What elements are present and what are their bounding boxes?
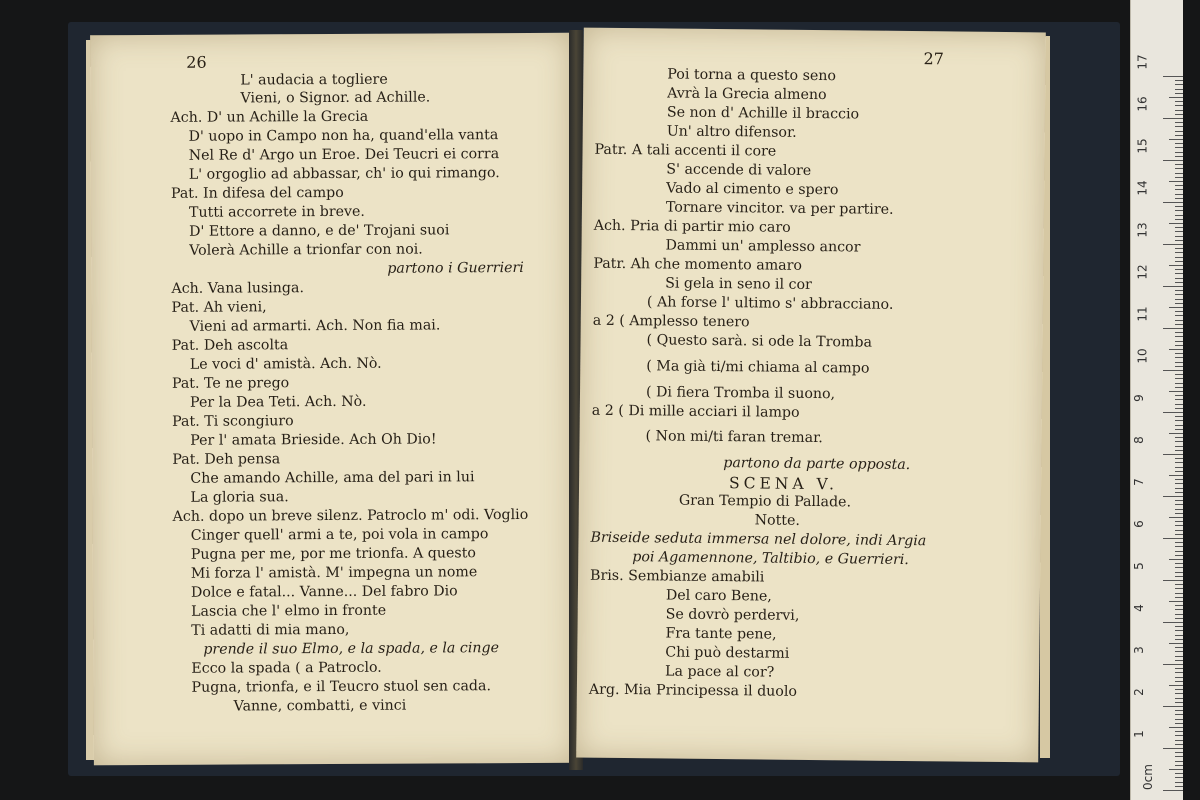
ruler-tick <box>1175 677 1183 678</box>
ruler-tick <box>1175 93 1183 94</box>
text-line: Pat. Deh ascolta <box>171 337 289 354</box>
text-line: Se dovrò perdervi, <box>665 606 800 624</box>
ruler-tick <box>1175 630 1183 631</box>
ruler-number: 4 <box>1131 604 1146 612</box>
ruler-tick <box>1175 710 1183 711</box>
ruler-tick <box>1163 664 1183 665</box>
ruler-tick <box>1175 194 1183 195</box>
ruler-tick <box>1175 80 1183 81</box>
text-line: Bris. Sembianze amabili <box>590 567 765 586</box>
ruler-tick <box>1175 311 1183 312</box>
ruler-tick <box>1175 353 1183 354</box>
text-line: Un' altro difensor. <box>666 123 797 141</box>
ruler-number: 12 <box>1135 264 1150 280</box>
ruler-tick <box>1175 593 1183 594</box>
scene-location: Gran Tempio di Pallade. <box>678 492 852 511</box>
text-line: Lascia che l' elmo in fronte <box>191 602 387 620</box>
ruler-tick <box>1175 521 1183 522</box>
text-line: Del caro Bene, <box>665 587 772 605</box>
ruler-tick <box>1175 215 1183 216</box>
left-page-number: 26 <box>186 52 207 72</box>
ruler-tick <box>1175 782 1183 783</box>
text-line: Pat. Ti scongiuro <box>172 413 294 430</box>
ruler-tick <box>1175 681 1183 682</box>
ruler-tick <box>1175 387 1183 388</box>
ruler-tick <box>1169 223 1183 224</box>
text-line: Ecco la spada ( a Patroclo. <box>191 659 382 677</box>
stage-direction: poi Agamennone, Taltibio, e Guerrieri. <box>632 549 909 569</box>
ruler-tick <box>1169 769 1183 770</box>
ruler-tick <box>1175 689 1183 690</box>
text-line: Vieni ad armarti. Ach. Non fia mai. <box>189 317 441 335</box>
ruler-number: 14 <box>1135 180 1150 196</box>
ruler-number: 10 <box>1135 348 1150 364</box>
ruler-number: 16 <box>1135 96 1150 112</box>
ruler-tick <box>1175 425 1183 426</box>
text-line: Ach. Vana lusinga. <box>171 280 305 297</box>
ruler-tick <box>1175 471 1183 472</box>
ruler-tick <box>1175 227 1183 228</box>
ruler-tick <box>1175 114 1183 115</box>
ruler-tick <box>1163 202 1183 203</box>
stage-direction: partono da parte opposta. <box>723 455 911 474</box>
stage-direction: prende il suo Elmo, e la spada, e la cinge <box>203 640 500 658</box>
ruler-tick <box>1175 672 1183 673</box>
ruler-tick <box>1175 479 1183 480</box>
ruler-number: 17 <box>1135 54 1150 70</box>
ruler-tick <box>1175 731 1183 732</box>
ruler-tick <box>1163 706 1183 707</box>
ruler-tick <box>1163 580 1183 581</box>
ruler-tick <box>1163 538 1183 539</box>
ruler-tick <box>1175 143 1183 144</box>
ruler-number: 9 <box>1131 394 1146 402</box>
ruler-tick <box>1169 727 1183 728</box>
ruler-tick <box>1169 433 1183 434</box>
ruler-number: 8 <box>1131 436 1146 444</box>
text-line: Fra tante pene, <box>665 625 777 643</box>
ruler-tick <box>1163 328 1183 329</box>
ruler-tick <box>1175 761 1183 762</box>
ruler-tick <box>1175 173 1183 174</box>
text-line: Patr. A tali accenti il core <box>594 141 777 160</box>
text-line: D' Ettore a danno, e de' Trojani suoi <box>189 222 450 240</box>
ruler-tick <box>1175 437 1183 438</box>
scene-heading: SCENA V. <box>728 474 839 494</box>
ruler-tick <box>1175 635 1183 636</box>
ruler-tick <box>1175 584 1183 585</box>
text-line: ( Ma già ti/mi chiama al campo <box>646 358 870 377</box>
ruler-tick <box>1175 752 1183 753</box>
ruler-tick <box>1175 164 1183 165</box>
ruler-tick <box>1175 303 1183 304</box>
ruler-tick <box>1175 336 1183 337</box>
ruler-tick <box>1175 740 1183 741</box>
ruler-tick <box>1175 462 1183 463</box>
ruler-tick <box>1175 702 1183 703</box>
ruler-tick <box>1175 315 1183 316</box>
left-book-page <box>90 33 574 766</box>
ruler-tick <box>1175 773 1183 774</box>
ruler-tick <box>1175 525 1183 526</box>
text-line: Per la Dea Teti. Ach. Nò. <box>189 393 367 411</box>
ruler-tick <box>1169 643 1183 644</box>
ruler-tick <box>1175 551 1183 552</box>
ruler-tick <box>1175 362 1183 363</box>
ruler-tick <box>1175 248 1183 249</box>
ruler-tick <box>1163 370 1183 371</box>
ruler-tick <box>1175 168 1183 169</box>
ruler-tick <box>1175 399 1183 400</box>
ruler-tick <box>1175 269 1183 270</box>
ruler-tick <box>1175 261 1183 262</box>
ruler-tick <box>1169 307 1183 308</box>
ruler-tick <box>1175 567 1183 568</box>
ruler-tick <box>1175 563 1183 564</box>
ruler-tick <box>1175 513 1183 514</box>
text-line: Che amando Achille, ama del pari in lui <box>190 469 475 487</box>
ruler-tick <box>1175 504 1183 505</box>
ruler-tick <box>1175 756 1183 757</box>
ruler-tick <box>1163 244 1183 245</box>
ruler-number: 6 <box>1131 520 1146 528</box>
text-line: Mi forza l' amistà. M' impegna un nome <box>190 564 478 582</box>
ruler-tick <box>1169 559 1183 560</box>
ruler-tick <box>1175 185 1183 186</box>
ruler-tick <box>1175 122 1183 123</box>
text-line: Ti adatti di mia mano, <box>191 621 350 639</box>
text-line: Patr. Ah che momento amaro <box>593 255 803 274</box>
ruler-tick <box>1169 517 1183 518</box>
ruler-tick <box>1175 530 1183 531</box>
text-line: Chi può destarmi <box>665 644 790 662</box>
ruler-tick <box>1175 546 1183 547</box>
ruler-tick <box>1169 97 1183 98</box>
ruler-tick <box>1175 198 1183 199</box>
text-line: Pugna per me, por me trionfa. A questo <box>190 545 476 563</box>
ruler-number: 13 <box>1135 222 1150 238</box>
ruler-tick <box>1163 118 1183 119</box>
ruler-tick <box>1175 257 1183 258</box>
text-line: D' uopo in Campo non ha, quand'ella vanta <box>188 127 499 145</box>
ruler-tick <box>1175 156 1183 157</box>
ruler-tick <box>1175 357 1183 358</box>
text-line: Tutti accorrete in breve. <box>188 203 365 221</box>
ruler-tick <box>1175 383 1183 384</box>
ruler-tick <box>1175 273 1183 274</box>
ruler-tick <box>1175 126 1183 127</box>
ruler-tick <box>1175 735 1183 736</box>
text-line: Vanne, combatti, e vinci <box>233 697 407 715</box>
ruler-number: 5 <box>1131 562 1146 570</box>
ruler-tick <box>1175 374 1183 375</box>
ruler-tick <box>1175 534 1183 535</box>
ruler-tick <box>1169 139 1183 140</box>
ruler-tick <box>1175 89 1183 90</box>
ruler-tick <box>1175 152 1183 153</box>
ruler-tick <box>1175 597 1183 598</box>
ruler-tick <box>1175 609 1183 610</box>
text-line: Tornare vincitor. va per partire. <box>665 199 894 218</box>
right-page-number: 27 <box>923 49 944 69</box>
ruler-tick <box>1175 294 1183 295</box>
ruler-tick <box>1175 210 1183 211</box>
text-line: Per l' amata Brieside. Ach Oh Dio! <box>190 431 437 449</box>
text-line: Cinger quell' armi a te, poi vola in campo <box>190 526 489 544</box>
ruler-tick <box>1175 441 1183 442</box>
ruler-tick <box>1175 206 1183 207</box>
text-line: ( Ah forse l' ultimo s' abbracciano. <box>646 294 894 313</box>
ruler-tick <box>1175 101 1183 102</box>
ruler-tick <box>1175 420 1183 421</box>
ruler-tick <box>1175 366 1183 367</box>
text-line: ( Non mi/ti faran tremar. <box>645 428 823 447</box>
ruler-tick <box>1175 345 1183 346</box>
text-line: Ach. dopo un breve silenz. Patroclo m' odi. Voglio <box>172 506 529 525</box>
ruler-tick <box>1175 719 1183 720</box>
ruler-tick <box>1175 588 1183 589</box>
text-line: La gloria sua. <box>190 489 289 506</box>
ruler-tick <box>1175 105 1183 106</box>
ruler-tick <box>1175 723 1183 724</box>
ruler-tick <box>1175 483 1183 484</box>
ruler-tick <box>1175 236 1183 237</box>
ruler-tick <box>1169 601 1183 602</box>
ruler-tick <box>1163 790 1183 791</box>
text-line: Ach. D' un Achille la Grecia <box>170 108 369 126</box>
ruler-tick <box>1175 626 1183 627</box>
ruler-tick <box>1175 84 1183 85</box>
right-book-page <box>576 28 1046 763</box>
text-line: La pace al cor? <box>665 663 775 681</box>
ruler-tick <box>1175 605 1183 606</box>
text-line: Pugna, trionfa, e il Teucro stuol sen cada. <box>191 678 492 696</box>
ruler-tick <box>1175 500 1183 501</box>
text-line: Volerà Achille a trionfar con noi. <box>189 241 423 259</box>
ruler-tick <box>1175 177 1183 178</box>
ruler-tick <box>1175 240 1183 241</box>
ruler-number: 11 <box>1135 306 1150 322</box>
ruler-tick <box>1175 252 1183 253</box>
ruler-tick <box>1169 265 1183 266</box>
ruler-tick <box>1175 341 1183 342</box>
text-line: L' orgoglio ad abbassar, ch' io qui rimango. <box>188 165 500 183</box>
ruler-tick <box>1175 647 1183 648</box>
ruler-tick <box>1175 450 1183 451</box>
ruler-tick <box>1175 282 1183 283</box>
text-line: Vado al cimento e spero <box>666 180 839 199</box>
ruler-tick <box>1175 404 1183 405</box>
text-line: ( Di fiera Tromba il suono, <box>645 384 836 403</box>
ruler-tick <box>1175 219 1183 220</box>
text-line: Avrà la Grecia almeno <box>667 85 827 104</box>
ruler-unit-label: 0cm <box>1140 764 1155 790</box>
ruler-tick <box>1175 668 1183 669</box>
text-line: Pat. In difesa del campo <box>170 184 344 202</box>
ruler-tick <box>1163 412 1183 413</box>
text-line: Nel Re d' Argo un Eroe. Dei Teucri ei corra <box>188 146 500 164</box>
ruler-number: 15 <box>1135 138 1150 154</box>
ruler-tick <box>1163 160 1183 161</box>
ruler-tick <box>1175 693 1183 694</box>
ruler-tick <box>1169 181 1183 182</box>
ruler-tick <box>1175 378 1183 379</box>
ruler-tick <box>1175 509 1183 510</box>
ruler-tick <box>1175 299 1183 300</box>
ruler-tick <box>1175 189 1183 190</box>
ruler-tick <box>1175 324 1183 325</box>
text-line: Arg. Mia Principessa il duolo <box>588 681 798 700</box>
stage-direction: partono i Guerrieri <box>387 259 524 277</box>
ruler-tick <box>1163 496 1183 497</box>
scene-time: Notte. <box>754 512 801 529</box>
text-line: Vieni, o Signor. ad Achille. <box>240 89 431 107</box>
ruler-tick <box>1175 131 1183 132</box>
ruler-tick <box>1175 332 1183 333</box>
ruler-tick <box>1175 467 1183 468</box>
ruler-tick <box>1169 349 1183 350</box>
ruler-tick <box>1175 395 1183 396</box>
ruler-tick <box>1163 748 1183 749</box>
ruler-tick <box>1175 786 1183 787</box>
ruler-tick <box>1175 744 1183 745</box>
ruler-tick <box>1175 656 1183 657</box>
text-line: S' accende di valore <box>666 161 812 179</box>
ruler-tick <box>1175 614 1183 615</box>
text-line: Pat. Ah vieni, <box>171 299 267 316</box>
ruler-number: 1 <box>1131 730 1146 738</box>
text-line: a 2 ( Di mille acciari il lampo <box>591 402 800 421</box>
ruler-tick <box>1175 698 1183 699</box>
ruler-tick <box>1175 777 1183 778</box>
text-line: Poi torna a questo seno <box>667 66 837 85</box>
ruler-tick <box>1175 147 1183 148</box>
ruler-tick <box>1175 231 1183 232</box>
ruler-tick <box>1175 458 1183 459</box>
ruler-tick <box>1175 135 1183 136</box>
text-line: Dammi un' amplesso ancor <box>665 237 861 256</box>
measurement-ruler <box>1130 0 1183 800</box>
ruler-tick <box>1175 542 1183 543</box>
ruler-tick <box>1163 454 1183 455</box>
text-line: Dolce e fatal... Vanne... Del fabro Dio <box>190 583 458 601</box>
ruler-tick <box>1175 320 1183 321</box>
ruler-tick <box>1175 639 1183 640</box>
ruler-tick <box>1169 475 1183 476</box>
ruler-tick <box>1175 416 1183 417</box>
ruler-tick <box>1175 618 1183 619</box>
ruler-number: 7 <box>1131 478 1146 486</box>
ruler-tick <box>1175 290 1183 291</box>
text-line: Ach. Pria di partir mio caro <box>593 217 791 236</box>
ruler-tick <box>1175 110 1183 111</box>
text-line: Se non d' Achille il braccio <box>666 104 860 123</box>
ruler-tick <box>1175 572 1183 573</box>
ruler-tick <box>1169 685 1183 686</box>
text-line: Si gela in seno il cor <box>665 275 812 294</box>
ruler-tick <box>1163 622 1183 623</box>
ruler-tick <box>1163 76 1183 77</box>
ruler-tick <box>1175 555 1183 556</box>
text-line: L' audacia a togliere <box>240 71 388 89</box>
ruler-tick <box>1175 446 1183 447</box>
ruler-tick <box>1169 391 1183 392</box>
ruler-tick <box>1163 286 1183 287</box>
text-line: Pat. Te ne prego <box>171 375 290 392</box>
text-line: Pat. Deh pensa <box>172 451 281 468</box>
text-line: ( Questo sarà. si ode la Tromba <box>646 332 873 351</box>
ruler-tick <box>1175 576 1183 577</box>
ruler-tick <box>1175 765 1183 766</box>
text-line: a 2 ( Amplesso tenero <box>592 312 750 331</box>
ruler-tick <box>1175 492 1183 493</box>
ruler-number: 3 <box>1131 646 1146 654</box>
ruler-tick <box>1175 429 1183 430</box>
ruler-number: 2 <box>1131 688 1146 696</box>
ruler-tick <box>1175 714 1183 715</box>
ruler-tick <box>1175 408 1183 409</box>
text-line: Le voci d' amistà. Ach. Nò. <box>189 355 382 373</box>
ruler-tick <box>1175 488 1183 489</box>
ruler-tick <box>1175 278 1183 279</box>
ruler-tick <box>1175 651 1183 652</box>
ruler-tick <box>1175 660 1183 661</box>
stage-direction: Briseide seduta immersa nel dolore, indi Argia <box>590 529 927 550</box>
